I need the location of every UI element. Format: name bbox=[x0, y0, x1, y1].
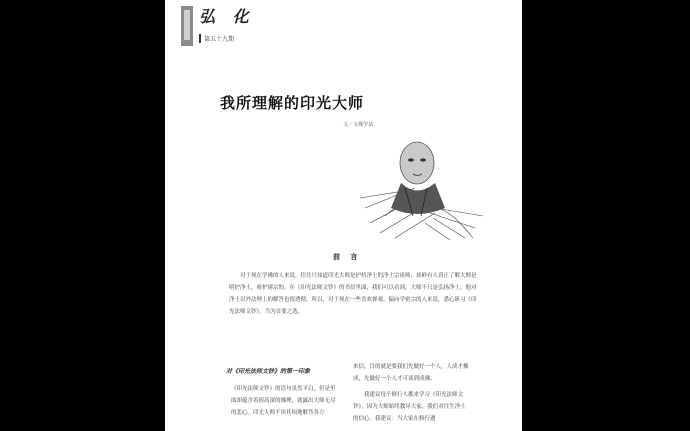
right-column-paragraph-1: 来信，目的就是要我们先做好一个人，人成才佛成，先做好一个人才可谈到成佛。 bbox=[353, 364, 469, 382]
magazine-side-tab-inner bbox=[184, 10, 190, 40]
magazine-title: 弘 化 bbox=[199, 7, 255, 26]
document-page bbox=[165, 0, 522, 431]
master-portrait-illustration bbox=[355, 128, 485, 240]
intro-paragraph: 对于现在学佛的人来说，往往只知道印光大师是护持净土的净土宗祖师，却鲜有人真正了解大师是明护净土，密护诸宗的。在《印光法师文钞》的书信里面，我们可以看到，大师不只是弘扬净土，他对净土以外法理上的解答也很透彻。所以，对于现在一些喜欢禅观、偏向学密宗的人来说，悉心研习《印光法师文钞》，当为首要之选。 bbox=[229, 273, 477, 315]
left-column-text: 《印光法师文钞》的语句虽然平白，但是里面却蕴含着很高深的佛理，就露出大师无尽的悲心。印光大师不厌其烦地解答各方 bbox=[231, 386, 336, 416]
section-heading: 前 言 bbox=[333, 252, 362, 261]
magazine-issue: 第五十九期 bbox=[199, 34, 234, 43]
article-title: 我所理解的印光大师 bbox=[220, 94, 365, 112]
article-byline: 文／文殊学诂 bbox=[343, 122, 374, 128]
right-column-paragraph-2: 我建议每个修行人都来学习《印光法师文钞》，因为大师始终教导大家，我们对往生净土的信心。我建议：当大家在修行遇 bbox=[353, 392, 466, 422]
right-column bbox=[353, 361, 471, 429]
column-heading: 对《印光法师文钞》的第一印象 bbox=[226, 368, 311, 375]
